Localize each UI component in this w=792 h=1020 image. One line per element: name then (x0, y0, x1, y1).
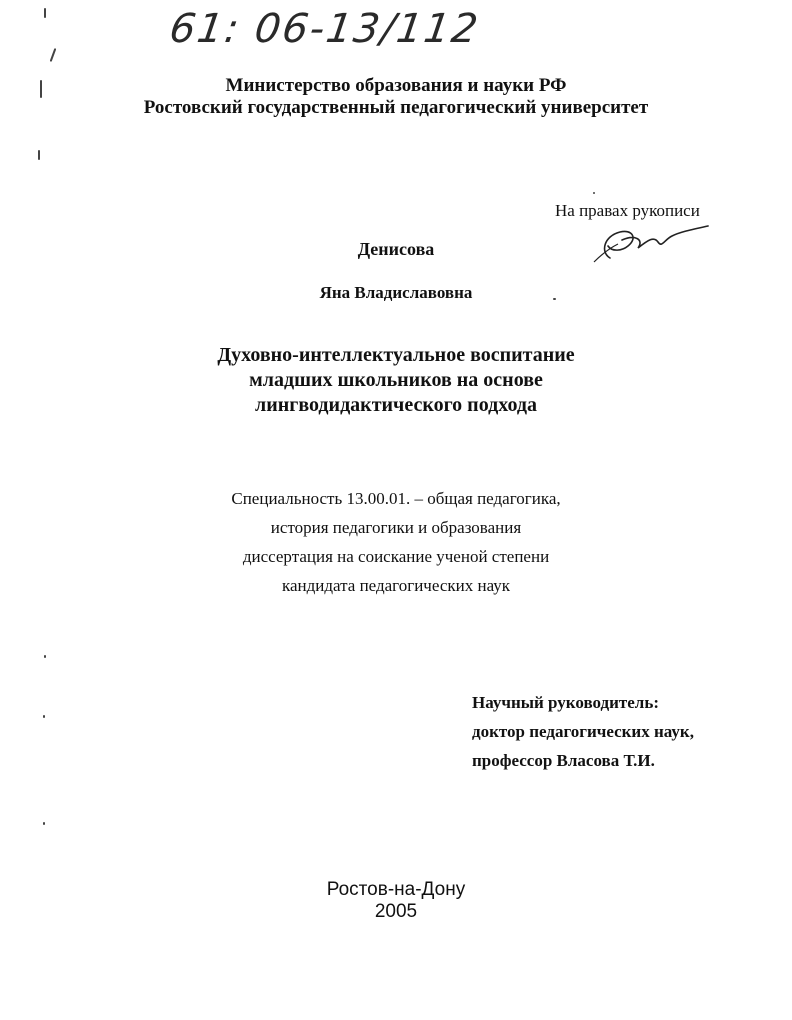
archive-code-handwritten: 61: 06-13/112 (166, 6, 483, 52)
university-heading: Ростовский государственный педагогический университет (143, 97, 649, 118)
author-surname: Денисова (357, 239, 435, 259)
scan-mark (50, 48, 57, 62)
advisor-degree: доктор педагогических наук, (472, 722, 694, 741)
scan-mark (43, 822, 45, 825)
author-name: Яна Владиславовна (319, 283, 473, 302)
year: 2005 (374, 901, 418, 922)
ministry-heading: Министерство образования и науки РФ (225, 75, 567, 96)
scan-mark (593, 192, 595, 194)
thesis-title-line-3: лингводидактического подхода (254, 394, 538, 416)
specialty-line-4: кандидата педагогических наук (281, 576, 511, 595)
city: Ростов-на-Дону (326, 879, 466, 900)
scan-mark (553, 298, 556, 300)
scan-mark (38, 150, 40, 160)
advisor-name: профессор Власова Т.И. (472, 751, 655, 770)
advisor-label: Научный руководитель: (472, 693, 659, 712)
specialty-line-1: Специальность 13.00.01. – общая педагогика, (231, 489, 561, 508)
thesis-title-line-1: Духовно-интеллектуальное воспитание (217, 344, 575, 366)
scan-mark (40, 80, 42, 98)
specialty-line-2: история педагогики и образования (270, 518, 522, 537)
specialty-line-3: диссертация на соискание ученой степени (242, 547, 550, 566)
scan-mark (43, 715, 45, 718)
manuscript-rights-note: На правах рукописи (555, 201, 700, 220)
scan-mark (44, 8, 46, 18)
thesis-title-line-2: младших школьников на основе (249, 369, 543, 391)
scan-mark (44, 655, 46, 658)
